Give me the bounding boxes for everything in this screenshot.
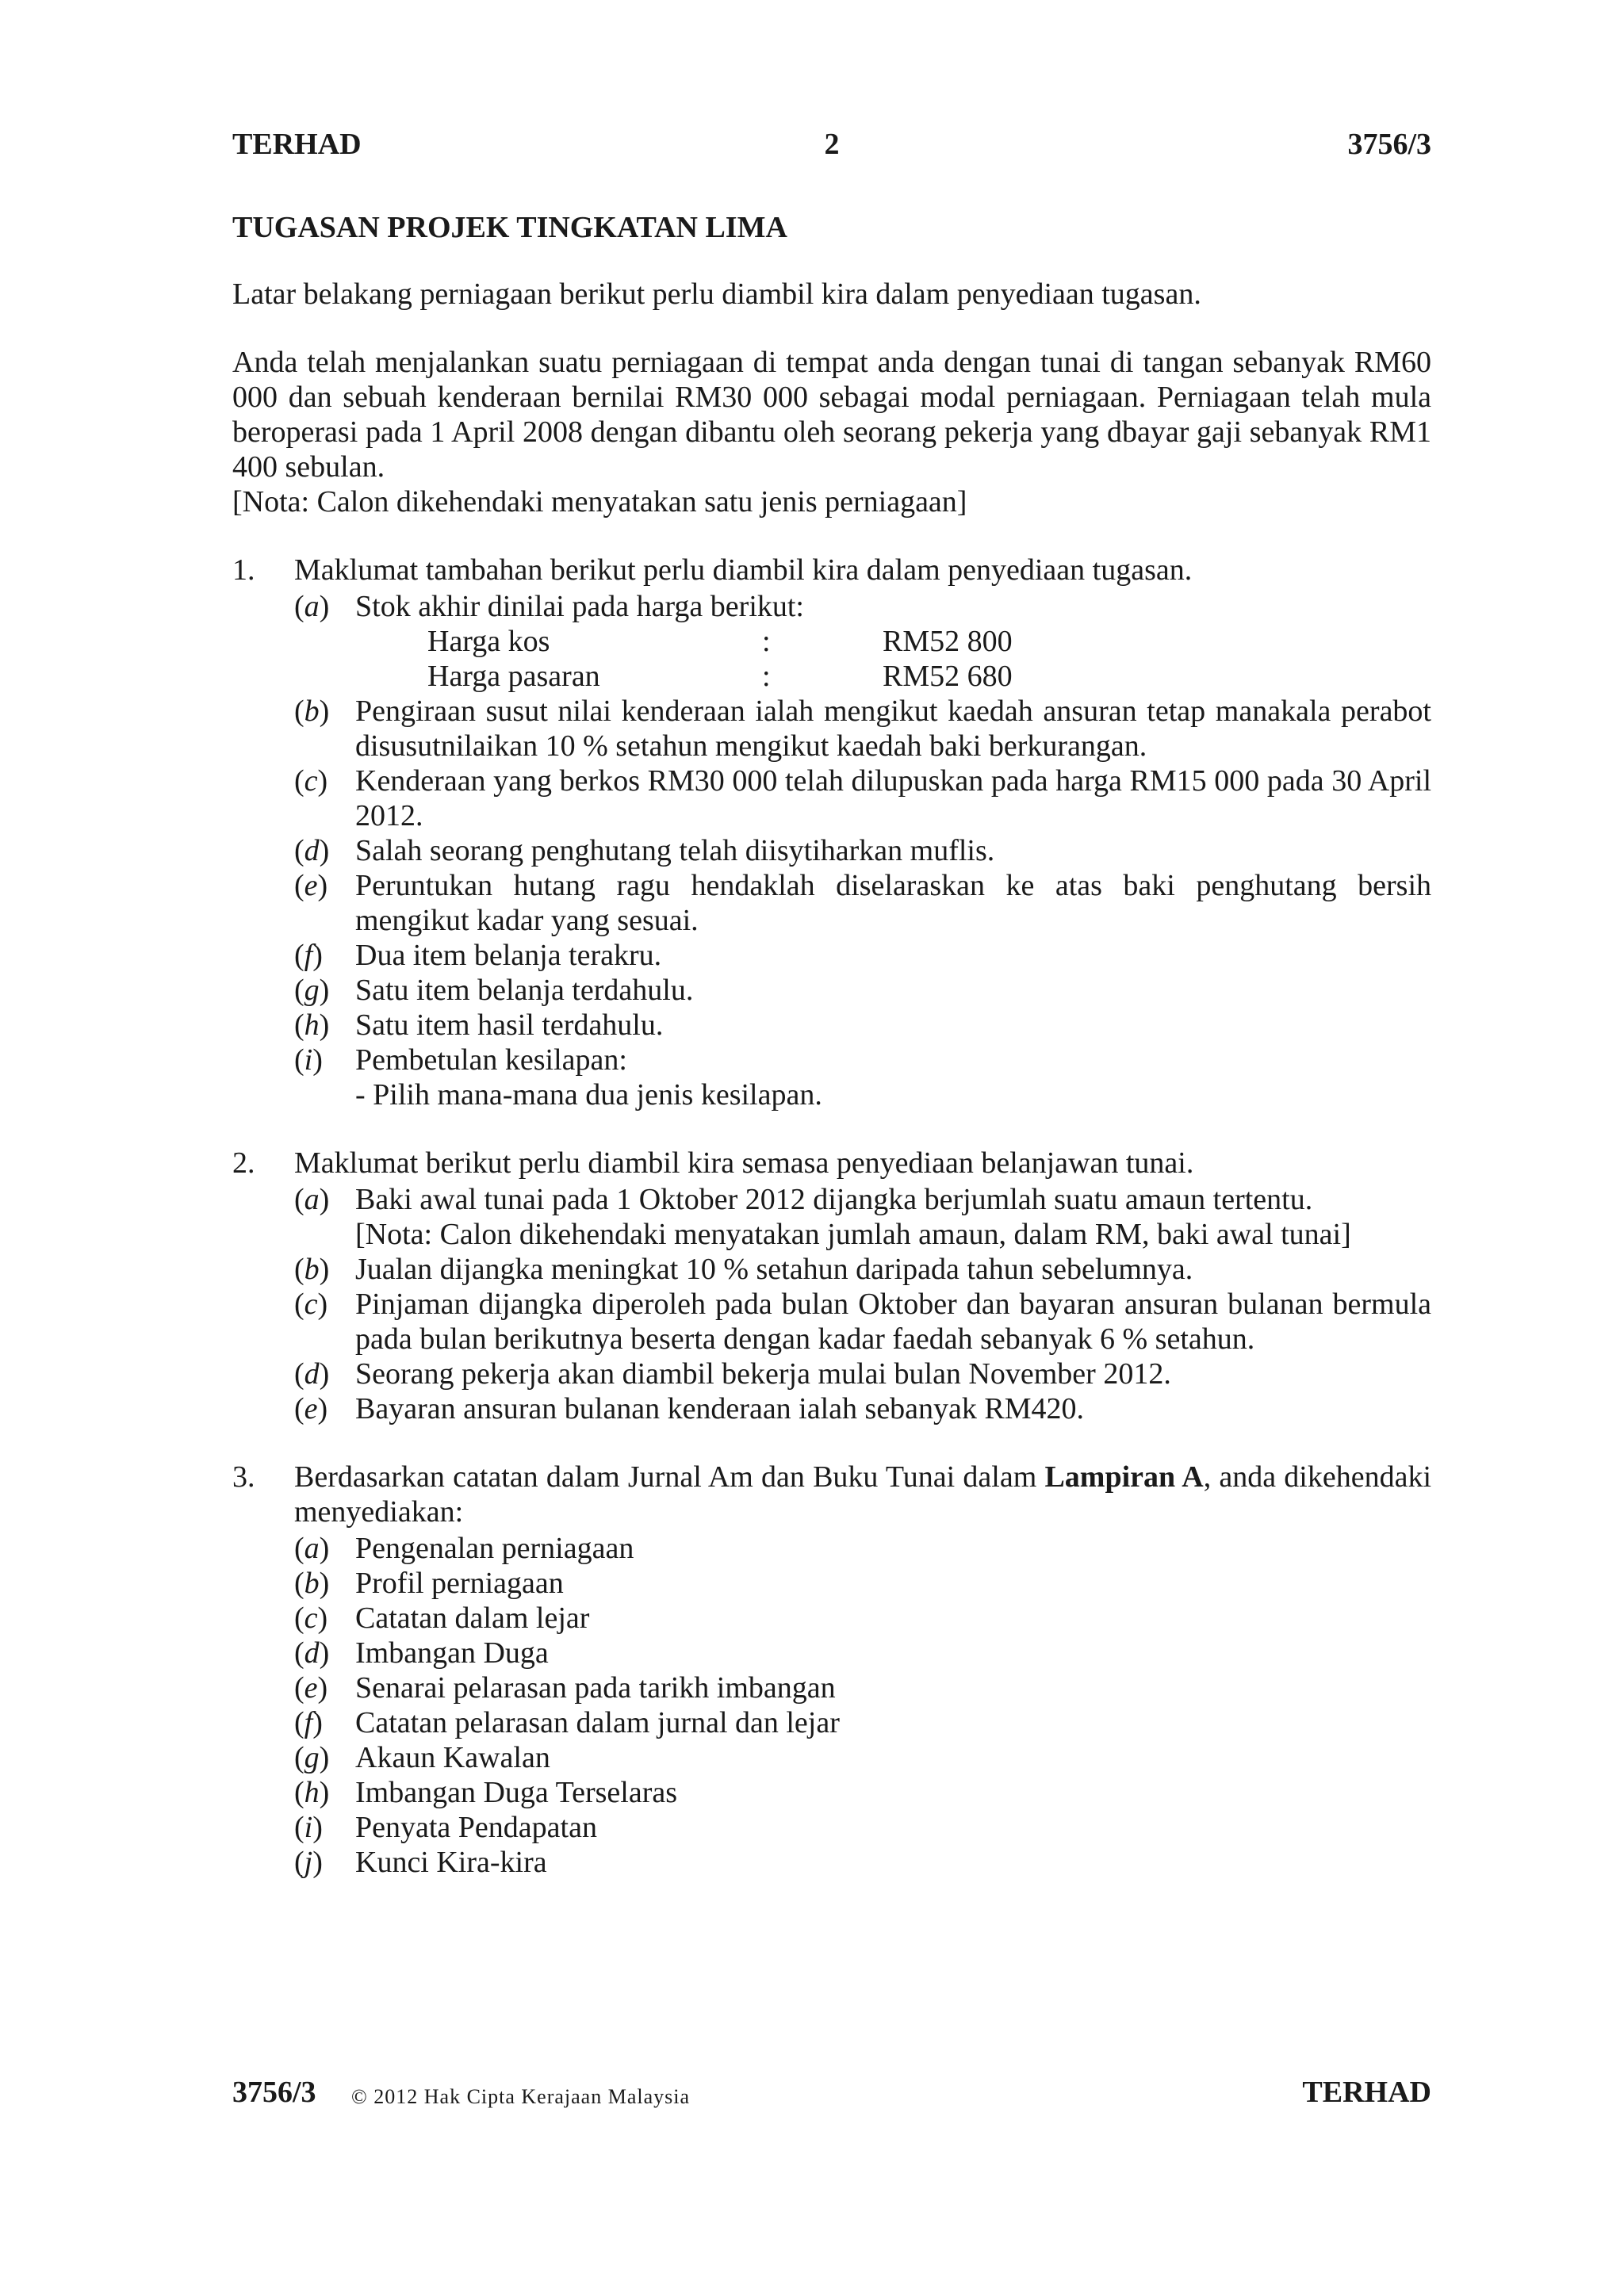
question-number: 2. <box>232 1146 255 1180</box>
q1-item-e: (e) Peruntukan hutang ragu hendaklah diselaraskan ke atas baki penghutang bersih mengikut kadar yang sesuai. <box>294 869 1431 937</box>
item-text: Bayaran ansuran bulanan kenderaan ialah sebanyak RM420. <box>355 1392 1085 1425</box>
item-label: e <box>304 1671 318 1705</box>
item-text: Satu item hasil terdahulu. <box>355 1008 664 1042</box>
q1-item-b: (b) Pengiraan susut nilai kenderaan ialah mengikut kaedah ansuran tetap manakala perabot disusutnilaikan 10 % setahun mengikut kaedah baki berkurangan. <box>294 695 1431 763</box>
main-content <box>232 210 1431 1913</box>
item-text: Profil perniagaan <box>355 1567 564 1600</box>
classification-label: TERHAD <box>232 128 362 161</box>
colon: : <box>762 660 771 693</box>
q3-item-g: (g) Akaun Kawalan <box>294 1740 1431 1775</box>
question-2 <box>232 1146 1431 1426</box>
q1-item-g: (g) Satu item belanja terdahulu. <box>294 973 1431 1008</box>
copyright-notice: © 2012 Hak Cipta Kerajaan Malaysia <box>351 2085 691 2108</box>
page-number: 2 <box>824 128 840 161</box>
q3-item-b: (b) Profil perniagaan <box>294 1566 1431 1601</box>
q1-item-c: (c) Kenderaan yang berkos RM30 000 telah dilupuskan pada harga RM15 000 pada 30 April 2012. <box>294 764 1431 832</box>
item-label: a <box>304 1183 320 1216</box>
item-label: d <box>304 1357 320 1391</box>
q3-item-d: (d) Imbangan Duga <box>294 1636 1431 1670</box>
item-text: Kunci Kira-kira <box>355 1846 547 1879</box>
item-label: g <box>304 974 320 1007</box>
q3-item-j: (j) Kunci Kira-kira <box>294 1845 1431 1880</box>
item-text: Dua item belanja terakru. <box>355 939 662 972</box>
item-label: j <box>304 1846 313 1879</box>
question-number: 3. <box>232 1460 255 1494</box>
q1-item-d: (d) Salah seorang penghutang telah diisytiharkan muflis. <box>294 833 1431 868</box>
q3-item-i: (i) Penyata Pendapatan <box>294 1810 1431 1845</box>
q3-item-e: (e) Senarai pelarasan pada tarikh imbangan <box>294 1670 1431 1705</box>
item-label: c <box>304 1288 318 1321</box>
item-label: d <box>304 834 320 867</box>
item-label: h <box>304 1776 320 1809</box>
item-text: Pengenalan perniagaan <box>355 1532 634 1565</box>
item-text: Catatan dalam lejar <box>355 1601 590 1635</box>
item-text: Salah seorang penghutang telah diisytiharkan muflis. <box>355 834 995 867</box>
stock-label: Harga pasaran <box>427 660 600 693</box>
q2-item-e: (e) Bayaran ansuran bulanan kenderaan ialah sebanyak RM420. <box>294 1391 1431 1426</box>
question-1 <box>232 553 1431 1112</box>
q3-item-c: (c) Catatan dalam lejar <box>294 1601 1431 1636</box>
q3-item-a: (a) Pengenalan perniagaan <box>294 1531 1431 1566</box>
background-section <box>232 345 1431 519</box>
item-text: Imbangan Duga Terselaras <box>355 1776 678 1809</box>
item-label: a <box>304 1532 320 1565</box>
item-text: Pinjaman dijangka diperoleh pada bulan Oktober dan bayaran ansuran bulanan bermula pada bulan berikutnya beserta dengan kadar faedah sebanyak 6 % setahun. <box>355 1288 1431 1356</box>
item-text: Pengiraan susut nilai kenderaan ialah mengikut kaedah ansuran tetap manakala perabot disusutnilaikan 10 % setahun mengikut kaedah baki berkurangan. <box>355 695 1431 763</box>
item-label: b <box>304 695 320 728</box>
q2-item-c: (c) Pinjaman dijangka diperoleh pada bulan Oktober dan bayaran ansuran bulanan bermula pada bulan berikutnya beserta dengan kadar faedah sebanyak 6 % setahun. <box>294 1288 1431 1356</box>
paper-code: 3756/3 <box>232 2076 316 2109</box>
question-text: Maklumat berikut perlu diambil kira semasa penyediaan belanjawan tunai. <box>294 1146 1194 1180</box>
item-text: Pembetulan kesilapan: <box>355 1043 627 1077</box>
item-text: Satu item belanja terdahulu. <box>355 974 694 1007</box>
colon: : <box>762 625 771 658</box>
item-text: Seorang pekerja akan diambil bekerja mulai bulan November 2012. <box>355 1357 1171 1391</box>
item-label: e <box>304 869 318 902</box>
item-label: a <box>304 590 320 623</box>
question-3 <box>232 1460 1431 1880</box>
item-label: f <box>304 1706 313 1739</box>
item-text: Baki awal tunai pada 1 Oktober 2012 dijangka berjumlah suatu amaun tertentu. <box>355 1183 1313 1216</box>
appendix-reference: Lampiran A <box>1044 1460 1204 1494</box>
stock-label: Harga kos <box>427 625 550 658</box>
background-note: [Nota: Calon dikehendaki menyatakan satu jenis perniagaan] <box>232 485 967 519</box>
q2-item-a: (a) Baki awal tunai pada 1 Oktober 2012 dijangka berjumlah suatu amaun tertentu. [Nota: Calon dikehendaki menyatakan jumlah amaun, dalam RM, baki awal tunai] <box>294 1182 1431 1252</box>
q2-item-d: (d) Seorang pekerja akan diambil bekerja mulai bulan November 2012. <box>294 1357 1431 1391</box>
item-note: [Nota: Calon dikehendaki menyatakan jumlah amaun, dalam RM, baki awal tunai] <box>355 1218 1351 1251</box>
item-label: d <box>304 1636 320 1670</box>
question-number: 1. <box>232 553 255 587</box>
stock-value-row <box>294 624 1431 659</box>
stock-value: RM52 680 <box>883 660 1013 693</box>
item-label: b <box>304 1567 320 1600</box>
q1-item-a: (a) Stok akhir dinilai pada harga berikut: <box>294 589 1431 624</box>
item-text: Jualan dijangka meningkat 10 % setahun daripada tahun sebelumnya. <box>355 1253 1193 1286</box>
paper-code: 3756/3 <box>1347 128 1431 161</box>
stock-value: RM52 800 <box>883 625 1013 658</box>
item-text-line2: - Pilih mana-mana dua jenis kesilapan. <box>355 1078 822 1112</box>
item-text: Penyata Pendapatan <box>355 1811 597 1844</box>
item-text: Catatan pelarasan dalam jurnal dan lejar <box>355 1706 840 1739</box>
q1-item-i: (i) Pembetulan kesilapan: - Pilih mana-mana dua jenis kesilapan. <box>294 1043 1431 1112</box>
q2-item-b: (b) Jualan dijangka meningkat 10 % setahun daripada tahun sebelumnya. <box>294 1252 1431 1287</box>
item-label: c <box>304 764 318 798</box>
item-label: i <box>304 1043 313 1077</box>
item-label: e <box>304 1392 318 1425</box>
item-label: g <box>304 1741 320 1774</box>
item-label: b <box>304 1253 320 1286</box>
classification-label: TERHAD <box>1302 2076 1431 2109</box>
item-label: h <box>304 1008 320 1042</box>
q1-item-h: (h) Satu item hasil terdahulu. <box>294 1008 1431 1043</box>
item-text: Senarai pelarasan pada tarikh imbangan <box>355 1671 836 1705</box>
item-text: Akaun Kawalan <box>355 1741 550 1774</box>
intro-text: Latar belakang perniagaan berikut perlu diambil kira dalam penyediaan tugasan. <box>232 277 1201 311</box>
q3-item-h: (h) Imbangan Duga Terselaras <box>294 1775 1431 1810</box>
background-text: Anda telah menjalankan suatu perniagaan di tempat anda dengan tunai di tangan sebanyak RM60 000 dan sebuah kenderaan bernilai RM30 000 sebagai modal perniagaan. Perniagaan telah mula beroperasi pada 1 April 2008 dengan dibantu oleh seorang pekerja yang dbayar gaji sebanyak RM1 400 sebulan. <box>232 346 1431 484</box>
q1-item-f: (f) Dua item belanja terakru. <box>294 938 1431 973</box>
item-text: Kenderaan yang berkos RM30 000 telah dilupuskan pada harga RM15 000 pada 30 April 2012. <box>355 764 1431 832</box>
document-title: TUGASAN PROJEK TINGKATAN LIMA <box>232 211 787 244</box>
item-label: c <box>304 1601 318 1635</box>
item-text: Peruntukan hutang ragu hendaklah diselaraskan ke atas baki penghutang bersih mengikut kadar yang sesuai. <box>355 869 1431 937</box>
item-text: Imbangan Duga <box>355 1636 549 1670</box>
item-label: f <box>304 939 313 972</box>
question-text: Berdasarkan catatan dalam Jurnal Am dan Buku Tunai dalam Lampiran A, anda dikehendaki menyediakan: <box>294 1460 1432 1529</box>
item-text: Stok akhir dinilai pada harga berikut: <box>355 590 804 623</box>
stock-value-row <box>294 659 1431 694</box>
item-label: i <box>304 1811 313 1844</box>
q3-item-f: (f) Catatan pelarasan dalam jurnal dan lejar <box>294 1705 1431 1740</box>
question-text: Maklumat tambahan berikut perlu diambil kira dalam penyediaan tugasan. <box>294 553 1193 587</box>
